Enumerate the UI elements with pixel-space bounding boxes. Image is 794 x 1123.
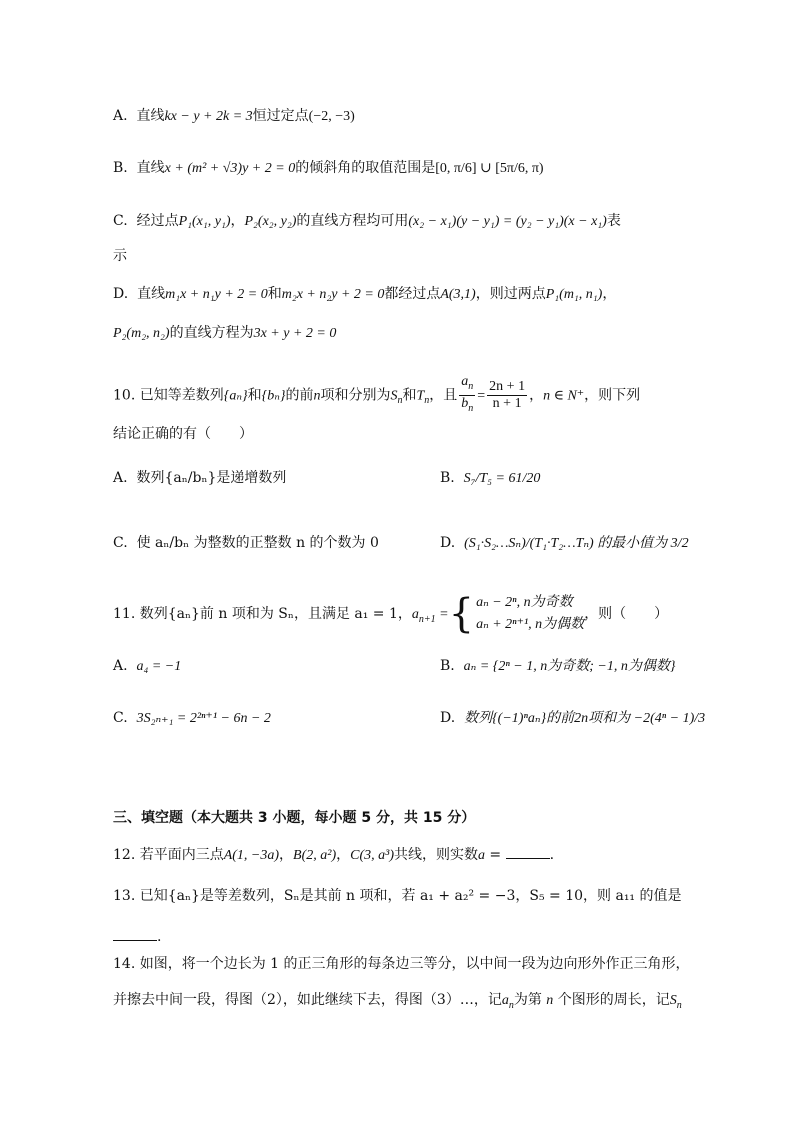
option-d-q9: D. 直线m₁x + n₁y + 2 = 0和m₂x + n₂y + 2 = 0都经过点A(3,1)，则过两点P₁(m₁, n₁)， xyxy=(113,286,617,302)
question-14-cont: 并擦去中间一段，得图（2），如此继续下去，得图（3）…，记$a_n$为第 n 个图形的周长，记$S_n$ xyxy=(113,992,682,1011)
option-d-q10: D. (S₁·S₂…Sₙ)/(T₁·T₂…Tₙ) 的最小值为 3/2 xyxy=(440,535,689,551)
question-13-cont: . xyxy=(113,926,161,947)
option-c-q11: C. 3S₂ₙ₊₁ = 2²ⁿ⁺¹ − 6n − 2 xyxy=(113,710,271,726)
question-10: 10. 已知等差数列{aₙ}和{bₙ}的前n项和分别为$S_n$和$T_n$，且 $\frac{a_n}{b_n}$ = $\frac{2n + 1}{n + 1}$ ，n ∈ N⁺，则下列 xyxy=(113,374,640,417)
question-13: 13. 已知{aₙ}是等差数列，Sₙ是其前 n 项和，若 a₁ + a₂² = −3，S₅ = 10，则 a₁₁ 的值是 xyxy=(113,888,682,904)
question-11: 11. 数列{aₙ}前 n 项和为 Sₙ，且满足 a₁ = 1，$a_{n+1}$ ={ aₙ − 2ⁿ, n为奇数 aₙ + 2ⁿ⁺¹, n为偶数 ，则（ ） xyxy=(113,591,669,637)
option-d-q11: D. 数列{(−1)ⁿaₙ}的前2n项和为 −2(4ⁿ − 1)/3 xyxy=(440,710,706,726)
option-d-q9-cont: P₂(m₂, n₂)的直线方程为3x + y + 2 = 0 xyxy=(113,325,337,341)
piecewise: aₙ − 2ⁿ, n为奇数 aₙ + 2ⁿ⁺¹, n为偶数 xyxy=(476,595,585,632)
question-12: 12. 若平面内三点A(1, −3a)，B(2, a²)，C(3, a³)共线，则实数a = . xyxy=(113,844,554,866)
option-c-q10: C. 使 aₙ/bₙ 为整数的正整数 n 的个数为 0 xyxy=(113,535,379,551)
section-3-heading: 三、填空题（本大题共 3 小题，每小题 5 分，共 15 分） xyxy=(113,810,476,826)
question-10-cont: 结论正确的有（ ） xyxy=(113,426,253,442)
option-a-q10: A. 数列{aₙ/bₙ}是递增数列 xyxy=(113,470,287,486)
range: [0, π/6] ∪ [5π/6, π) xyxy=(435,161,544,176)
option-b-q9: B. 直线x + (m² + √3)y + 2 = 0的倾斜角的取值范围是[0, π/6] ∪ [5π/6, π) xyxy=(113,160,544,176)
answer-blank[interactable] xyxy=(506,844,550,859)
option-a-q11: A. a₄ = −1 xyxy=(113,658,182,674)
ratio-fraction: $\frac{a_n}{b_n}$ xyxy=(461,374,474,414)
equation: kx − y + 2k = 3 xyxy=(164,109,253,124)
question-14: 14. 如图，将一个边长为 1 的正三角形的每条边三等分，以中间一段为边向形外作正三角形， xyxy=(113,956,690,972)
equation: x + (m² + √3)y + 2 = 0 xyxy=(164,161,296,176)
option-c-q9-cont: 示 xyxy=(113,248,127,264)
option-b-q11: B. aₙ = {2ⁿ − 1, n为奇数; −1, n为偶数} xyxy=(440,658,676,674)
option-b-q10: B. S₇/T₅ = 61/20 xyxy=(440,470,541,486)
point: (−2, −3) xyxy=(308,109,355,124)
option-a-q9: A. 直线kx − y + 2k = 3恒过定点(−2, −3) xyxy=(113,108,355,124)
option-c-q9: C. 经过点P₁(x₁, y₁)，P₂(x₂, y₂)的直线方程均可用(x₂ − x₁)(y − y₁) = (y₂ − y₁)(x − x₁)表 xyxy=(113,213,621,229)
equation: (x₂ − x₁)(y − y₁) = (y₂ − y₁)(x − x₁) xyxy=(408,214,607,229)
answer-blank[interactable] xyxy=(113,926,157,941)
